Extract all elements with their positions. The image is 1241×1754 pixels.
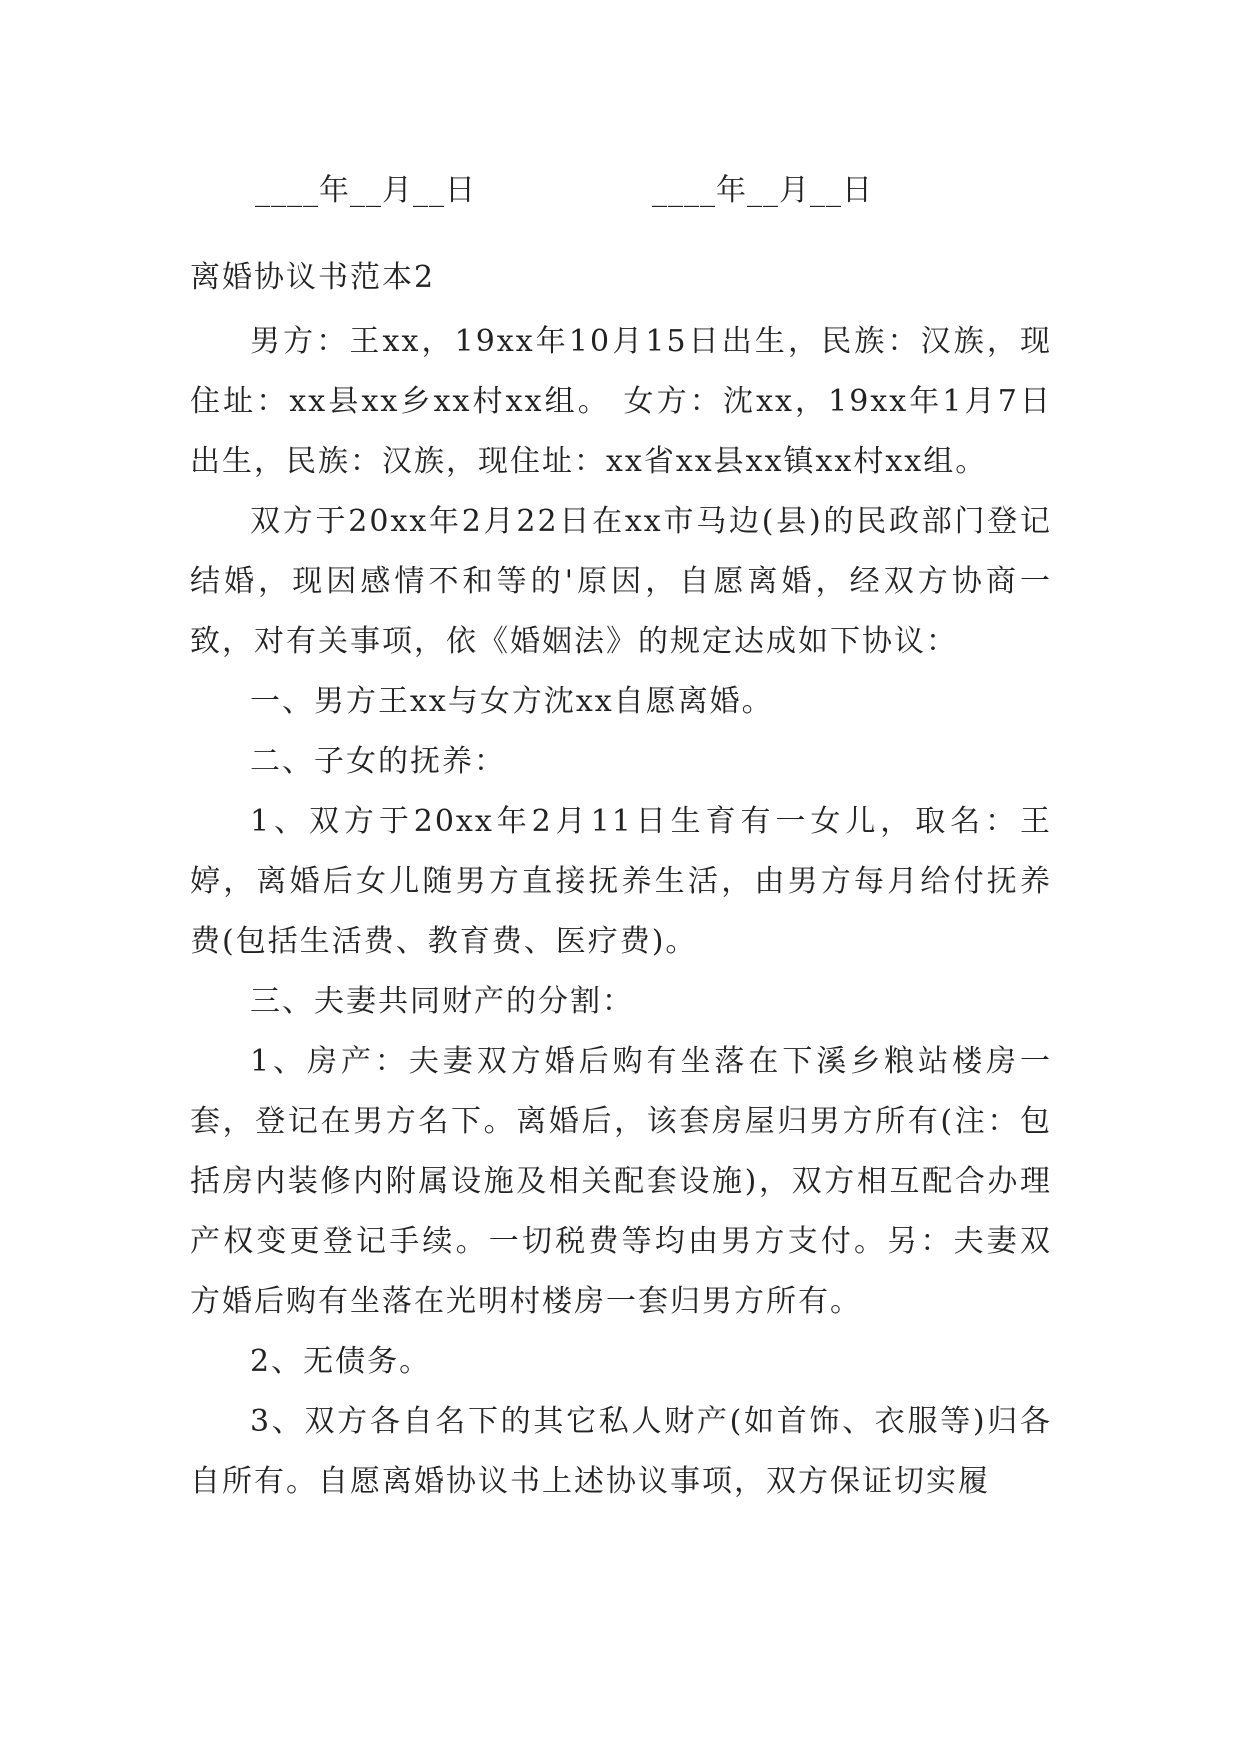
clause-3-item-1: 1、房产：夫妻双方婚后购有坐落在下溪乡粮站楼房一套，登记在男方名下。离婚后，该套房屋归男方所有(注：包括房内装修内附属设施及相关配套设施)，双方相互配合办理产权变更登记手续。一切税费等均由男方支付。另：夫妻双方婚后购有坐落在光明村楼房一套归男方所有。 <box>190 1044 1052 1319</box>
document-body <box>190 312 1052 1512</box>
signature-date-right: ____年__月__日 <box>652 173 873 208</box>
parties-paragraph: 男方：王xx，19xx年10月15日出生，民族：汉族，现住址：xx县xx乡xx村xx组。 女方：沈xx，19xx年1月7日出生，民族：汉族，现住址：xx省xx县xx镇xx村xx组。 <box>190 324 1052 479</box>
clause-3-item-3: 3、双方各自名下的其它私人财产(如首饰、衣服等)归各自所有。自愿离婚协议书上述协议事项，双方保证切实履 <box>190 1404 1052 1499</box>
document-title: 离婚协议书范本2 <box>190 260 436 295</box>
clause-1-divorce: 一、男方王xx与女方沈xx自愿离婚。 <box>250 684 774 719</box>
clause-3-heading: 三、夫妻共同财产的分割： <box>250 984 634 1019</box>
signature-date-left: ____年__月__日 <box>255 173 476 208</box>
clause-2-item-1: 1、双方于20xx年2月11日生育有一女儿，取名：王婷，离婚后女儿随男方直接抚养生活，由男方每月给付抚养费(包括生活费、教育费、医疗费)。 <box>190 804 1052 959</box>
clause-2-heading: 二、子女的抚养： <box>250 744 506 779</box>
clause-3-item-2: 2、无债务。 <box>250 1344 432 1379</box>
marriage-registration-paragraph: 双方于20xx年2月22日在xx市马边(县)的民政部门登记结婚，现因感情不和等的'原因，自愿离婚，经双方协商一致，对有关事项，依《婚姻法》的规定达成如下协议： <box>190 504 1052 659</box>
